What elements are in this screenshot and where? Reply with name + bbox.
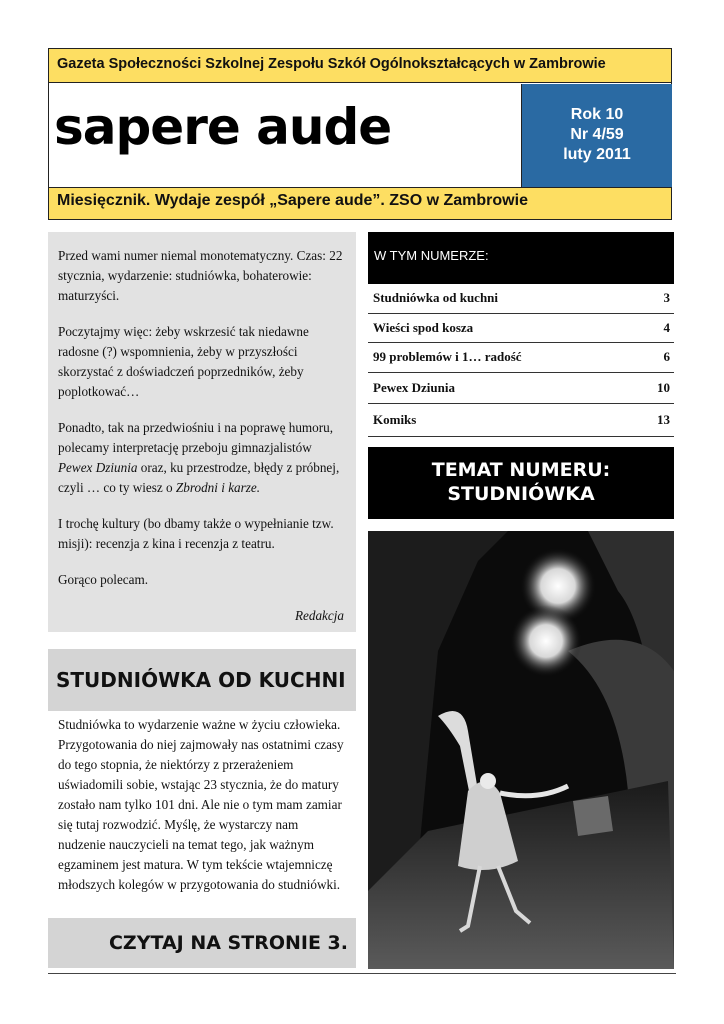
article-heading: STUDNIÓWKA OD KUCHNI — [48, 649, 356, 711]
toc-row[interactable] — [368, 404, 674, 437]
dancer-drawing — [368, 531, 674, 969]
bottom-rule — [48, 973, 676, 974]
feature-banner — [368, 447, 674, 519]
toc-row[interactable] — [368, 314, 674, 344]
masthead-top-band — [49, 49, 671, 83]
toc-item-page: 3 — [663, 290, 670, 306]
masthead-bottom-band — [49, 187, 671, 219]
toc-item-title: Wieści spod kosza — [373, 319, 474, 335]
toc-row[interactable] — [368, 343, 674, 373]
feature-line1: TEMAT NUMERU: — [431, 459, 611, 481]
toc-item-title: Studniówka od kuchni — [373, 290, 499, 306]
newspaper-title: sapere aude — [54, 98, 392, 156]
editorial-paragraph: Przed wami numer niemal monotematyczny. Czas: 22 stycznia, wydarzenie: studniówka, bohaterowie: maturzyści. — [58, 248, 343, 303]
toc-row[interactable] — [368, 284, 674, 314]
editorial-paragraph: Gorąco polecam. — [58, 572, 149, 587]
feature-line2: STUDNIÓWKA — [447, 483, 595, 505]
toc-item-page: 13 — [657, 411, 670, 427]
editorial-paragraph: Poczytajmy więc: żeby wskrzesić tak niedawne radosne (?) wspomnienia, żeby w przyszłości skorzystać z doświadczeń poprzedników, żeby poplotkować… — [58, 324, 309, 399]
toc-header: W TYM NUMERZE: — [368, 232, 674, 284]
cover-illustration — [368, 531, 674, 969]
article-body: Studniówka to wydarzenie ważne w życiu człowieka. Przygotowania do niej zajmowały nas ostatnimi czasy do tego stopnia, że niektórzy z przerażeniem uświadomili sobie, wstając 23 stycznia, że do matury zostało nam tylko 101 dni. Ale nie o tym mam zamiar się tutaj rozwodzić. Myślę, że wystarczy nam nudzenie nauczycieli na temat tego, jak ważnym egzaminem jest matura. W tym tekście wtajemniczę młodszych kolegów w przygotowania do studniówki. — [58, 717, 344, 892]
toc-item-title: 99 problemów i 1… radość — [373, 349, 522, 365]
editorial-italic: Pewex Dziunia — [58, 460, 138, 475]
publisher-line: Miesięcznik. Wydaje zespół „Sapere aude”. ZSO w Zambrowie — [57, 192, 528, 209]
issue-box — [521, 84, 672, 187]
editorial-text: Ponadto, tak na przedwiośniu i na poprawę humoru, polecamy interpretację przeboju gimnazjalistów — [58, 420, 334, 455]
toc-item-title: Pewex Dziunia — [373, 379, 455, 395]
editorial-signature: Redakcja — [294, 608, 344, 623]
toc-item-page: 10 — [657, 379, 670, 395]
continue-link[interactable]: CZYTAJ NA STRONIE 3. — [48, 918, 356, 968]
newspaper-subtitle: Gazeta Społeczności Szkolnej Zespołu Szkół Ogólnokształcących w Zambrowie — [57, 56, 606, 72]
editorial-text: oraz, ku przestrodze, błędy z próbnej, czyli … co ty wiesz o — [58, 460, 340, 495]
toc-item-page: 4 — [663, 319, 670, 335]
issue-date: luty 2011 — [563, 146, 631, 163]
toc-item-page: 6 — [663, 349, 670, 365]
editorial-italic: Zbrodni i karze. — [175, 480, 261, 495]
editorial-box — [48, 232, 356, 632]
toc-item-title: Komiks — [373, 411, 417, 427]
issue-number: Nr 4/59 — [570, 126, 624, 143]
table-of-contents — [368, 232, 674, 437]
toc-row[interactable] — [368, 373, 674, 404]
issue-year: Rok 10 — [570, 106, 624, 123]
editorial-paragraph: I trochę kultury (bo dbamy także o wypełnianie tzw. misji): recenzja z kina i recenzja z teatru. — [58, 516, 334, 551]
editorial-paragraph — [58, 418, 344, 498]
